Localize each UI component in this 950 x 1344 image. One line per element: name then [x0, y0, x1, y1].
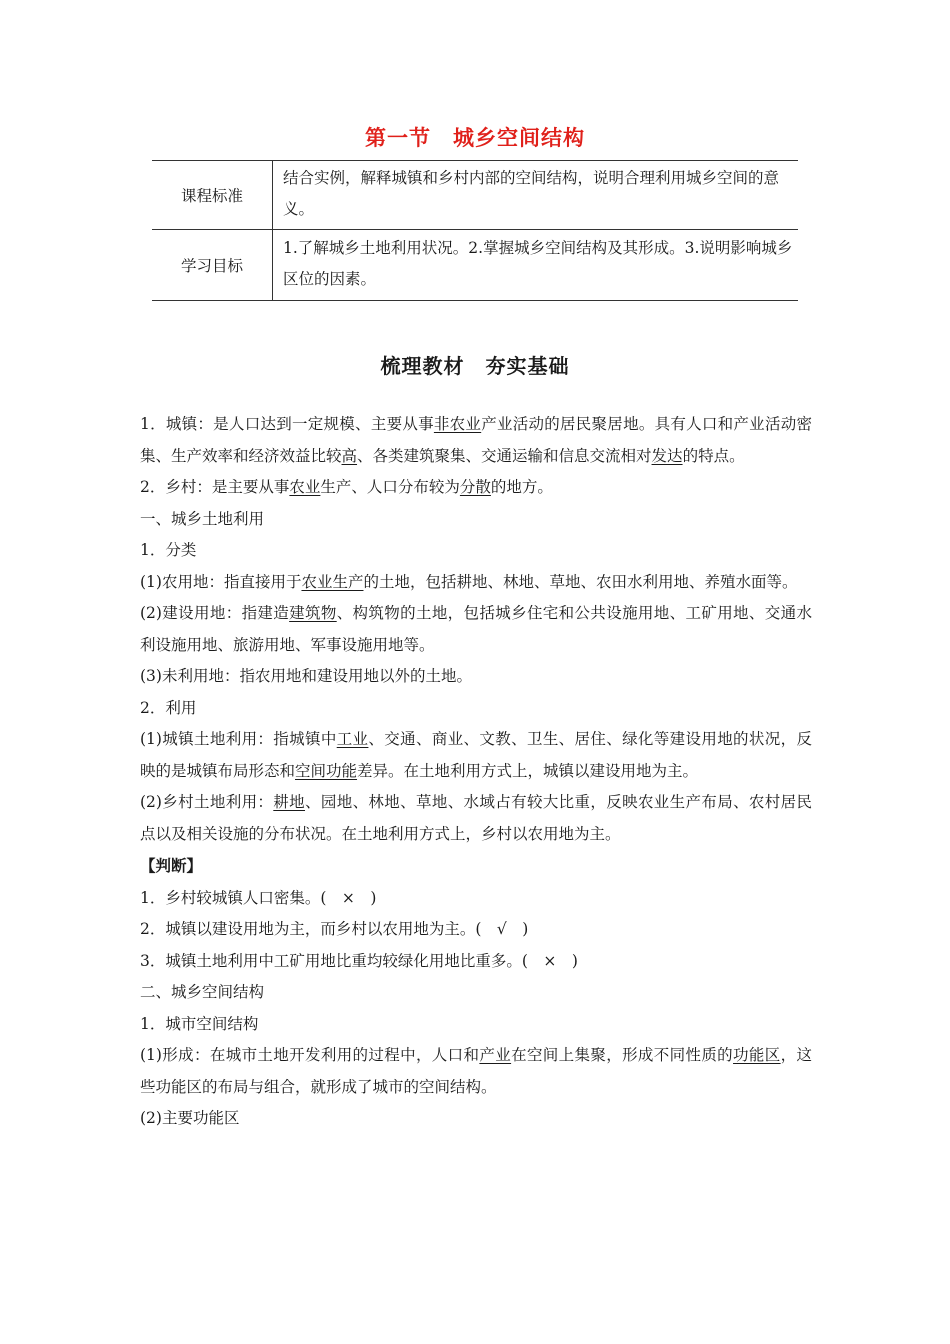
table-row: [152, 230, 798, 301]
text-run: (3)未利用地：指农用地和建设用地以外的土地。: [140, 667, 472, 685]
paragraph: [140, 535, 812, 567]
text-run: 1．城市空间结构: [140, 1014, 259, 1033]
text-run: 一、城乡土地利用: [140, 509, 265, 528]
answer-text: 耕地: [273, 793, 306, 811]
text-run: 1．城镇：是人口达到一定规模、主要从事: [140, 415, 434, 433]
text-run: 二、城乡空间结构: [140, 983, 265, 1001]
answer-text: 空间功能: [295, 761, 358, 780]
paragraph: [140, 977, 812, 1009]
section-title: 梳理教材 夯实基础: [380, 354, 570, 378]
paragraph: [140, 409, 812, 472]
standards-table: [152, 160, 798, 301]
paragraph: [140, 850, 812, 883]
objective-label: 学习目标: [152, 230, 273, 301]
answer-text: 工业: [336, 730, 369, 748]
text-run: 产业活动的居民聚居地。具有人口和产业活动密集、生产效率和经济效益比较: [140, 415, 812, 465]
text-run: 的地方。: [490, 478, 553, 496]
paragraph: [140, 914, 812, 946]
text-run: (2)主要功能区: [140, 1109, 240, 1127]
answer-text: 功能区: [733, 1046, 781, 1064]
body-text: [140, 409, 812, 1135]
paragraph: [140, 661, 812, 693]
text-run: 、构筑物的土地，包括城乡住宅和公共设施用地、工矿用地、交通水利设施用地、旅游用地、军事设施用地等。: [140, 604, 812, 654]
text-run: 2．城镇以建设用地为主，而乡村以农用地为主。( √ ): [140, 920, 529, 938]
text-run: 的特点。: [682, 446, 745, 465]
text-run: 1．分类: [140, 541, 197, 559]
text-run: 差异。在土地利用方式上，城镇以建设用地为主。: [357, 761, 699, 780]
paragraph: [140, 598, 812, 661]
paragraph: [140, 504, 812, 536]
answer-text: 农业: [289, 478, 321, 496]
answer-text: 非农业: [433, 415, 482, 433]
answer-text: 建筑物: [289, 604, 337, 622]
label-text: 【判断】: [140, 856, 203, 875]
objective-content: 1.了解城乡土地利用状况。2.掌握城乡空间结构及其形成。3.说明影响城乡区位的因素。: [273, 230, 799, 301]
paragraph: [140, 693, 812, 725]
text-run: 3．城镇土地利用中工矿用地比重均较绿化用地比重多。( × ): [140, 951, 578, 970]
paragraph: [140, 1103, 812, 1135]
answer-text: 分散: [459, 478, 491, 496]
answer-text: 高: [341, 446, 358, 465]
text-run: (1)农用地：指直接用于: [140, 572, 302, 591]
text-run: (2)乡村土地利用：: [140, 793, 274, 811]
paragraph: [140, 1040, 812, 1103]
paragraph: [140, 946, 812, 978]
text-run: (1)形成：在城市土地开发利用的过程中，人口和: [140, 1046, 480, 1064]
text-run: (2)建设用地：指建造: [140, 604, 290, 622]
answer-text: 发达: [651, 446, 683, 465]
paragraph: [140, 787, 812, 850]
answer-text: 产业: [479, 1046, 512, 1064]
paragraph: [140, 567, 812, 599]
standard-content: 结合实例，解释城镇和乡村内部的空间结构，说明合理利用城乡空间的意义。: [273, 161, 799, 230]
paragraph: [140, 883, 812, 915]
table-row: [152, 161, 798, 230]
text-run: 、交通、商业、文教、卫生、居住、绿化等建设用地的状况，反映的是城镇布局形态和: [140, 730, 812, 780]
text-run: 、各类建筑聚集、交通运输和信息交流相对: [357, 446, 652, 465]
text-run: 1．乡村较城镇人口密集。( × ): [140, 888, 377, 907]
text-run: 、园地、林地、草地、水域占有较大比重，反映农业生产布局、农村居民点以及相关设施的分布状况。在土地利用方式上，乡村以农用地为主。: [140, 793, 812, 843]
text-run: (1)城镇土地利用：指城镇中: [140, 730, 337, 748]
lesson-title: 第一节 城乡空间结构: [365, 126, 585, 150]
text-run: 2．乡村：是主要从事: [140, 478, 290, 496]
text-run: 生产、人口分布较为: [320, 478, 460, 496]
paragraph: [140, 1009, 812, 1041]
text-run: 在空间上集聚，形成不同性质的: [511, 1046, 734, 1064]
text-run: 2．利用: [140, 698, 197, 717]
paragraph: [140, 724, 812, 787]
text-run: 的土地，包括耕地、林地、草地、农田水利用地、养殖水面等。: [363, 572, 798, 591]
standard-label: 课程标准: [152, 161, 273, 230]
answer-text: 农业生产: [301, 572, 364, 591]
text-run: ，这些功能区的布局与组合，就形成了城市的空间结构。: [140, 1046, 812, 1096]
paragraph: [140, 472, 812, 504]
